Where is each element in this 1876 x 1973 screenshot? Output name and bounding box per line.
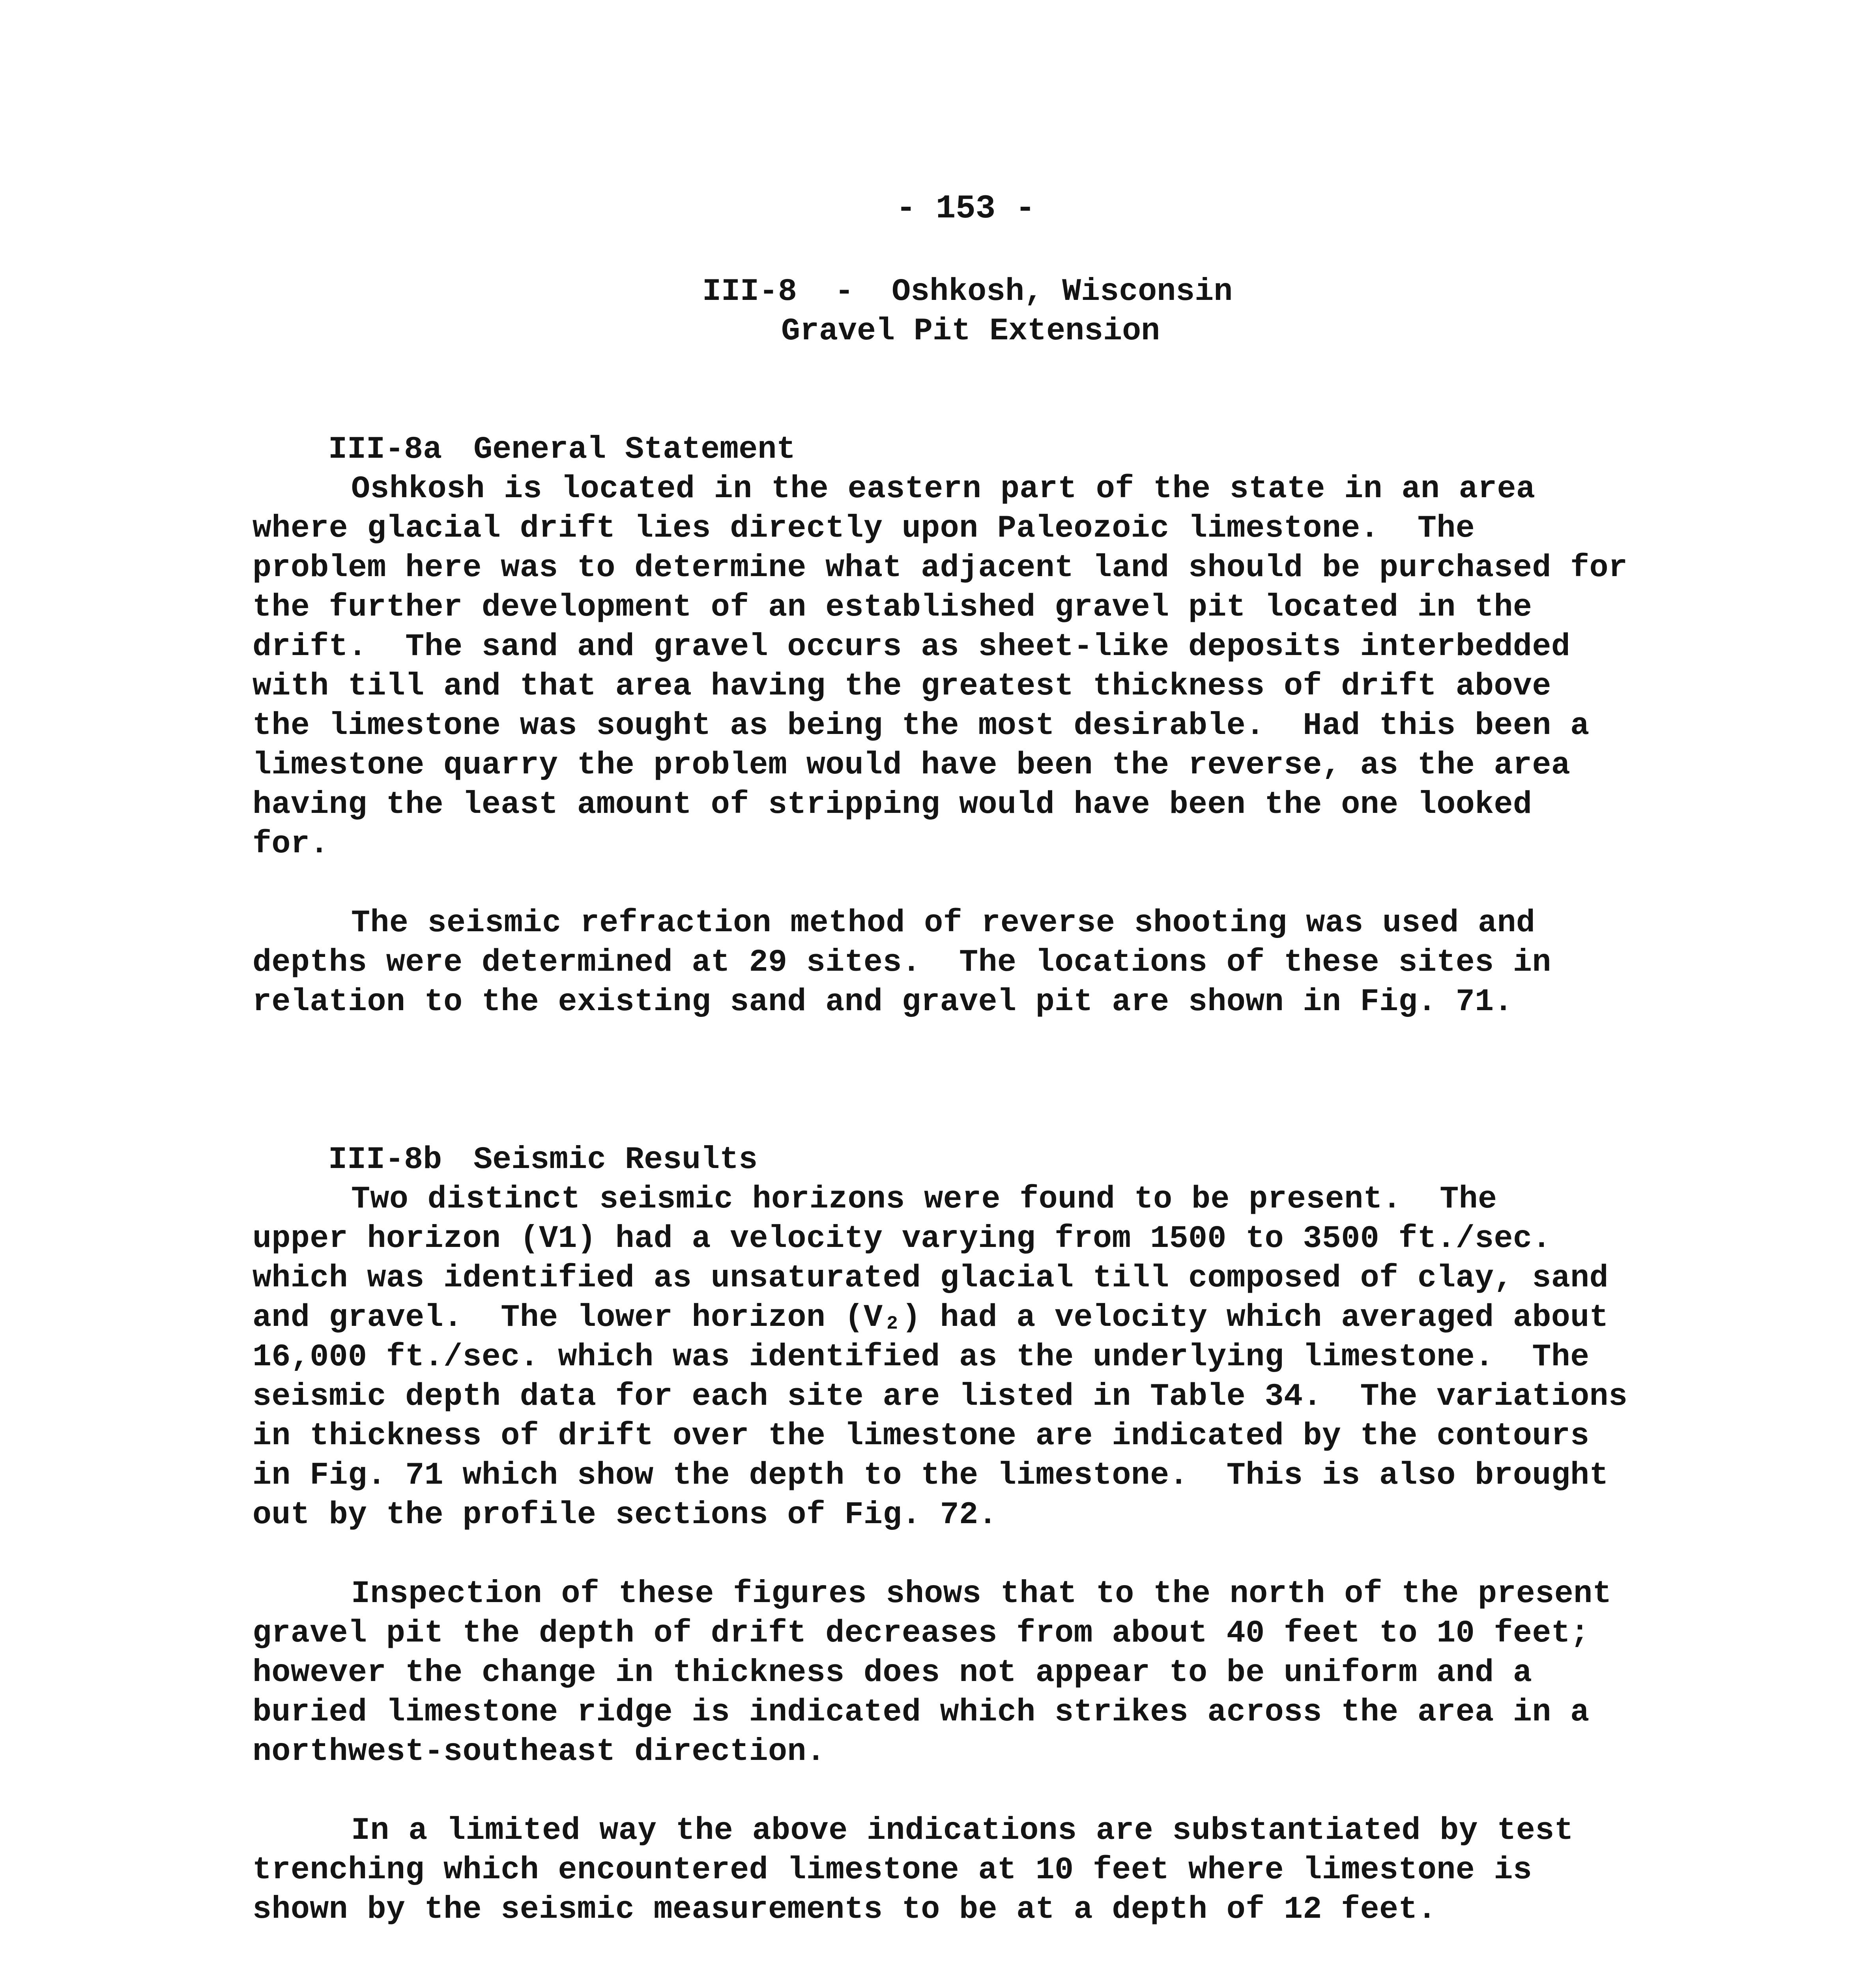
- text-line: for.: [253, 826, 329, 862]
- section-title: Seismic Results: [473, 1142, 758, 1178]
- text-line: relation to the existing sand and gravel pit are shown in Fig. 71.: [253, 984, 1513, 1020]
- text-line: buried limestone ridge is indicated which strikes across the area in a: [253, 1694, 1590, 1730]
- text-line: in thickness of drift over the limestone are indicated by the contours: [253, 1418, 1590, 1454]
- section-code: III-8b: [328, 1142, 442, 1178]
- paragraph-seismic-3: [253, 1811, 1673, 1930]
- text-line: northwest-southeast direction.: [253, 1734, 826, 1770]
- section-code: III-8a: [328, 432, 442, 468]
- text-line: seismic depth data for each site are listed in Table 34. The variations: [253, 1379, 1628, 1415]
- text-line: out by the profile sections of Fig. 72.: [253, 1497, 997, 1533]
- text-line: and gravel. The lower horizon (V₂) had a velocity which averaged about: [253, 1300, 1609, 1336]
- document-title: [702, 272, 1233, 351]
- text-line: Oshkosh is located in the eastern part of the state in an area: [351, 471, 1536, 507]
- section-title: General Statement: [473, 432, 796, 468]
- text-line: In a limited way the above indications are substantiated by test: [351, 1813, 1574, 1849]
- text-line: the limestone was sought as being the most desirable. Had this been a: [253, 708, 1590, 744]
- text-line: trenching which encountered limestone at 10 feet where limestone is: [253, 1852, 1532, 1888]
- text-line: limestone quarry the problem would have been the reverse, as the area: [253, 747, 1571, 783]
- text-line: problem here was to determine what adjacent land should be purchased for: [253, 550, 1628, 586]
- text-line: drift. The sand and gravel occurs as sheet-like deposits interbedded: [253, 629, 1571, 665]
- text-line: gravel pit the depth of drift decreases from about 40 feet to 10 feet;: [253, 1615, 1590, 1651]
- text-line: where glacial drift lies directly upon Paleozoic limestone. The: [253, 511, 1475, 547]
- text-line: with till and that area having the greatest thickness of drift above: [253, 668, 1551, 704]
- paragraph-seismic-2: [253, 1574, 1673, 1772]
- paragraph-general-1: [253, 470, 1673, 864]
- text-line: upper horizon (V1) had a velocity varying from 1500 to 3500 ft./sec.: [253, 1221, 1551, 1257]
- title-line-2: Gravel Pit Extension: [781, 313, 1160, 349]
- paragraph-general-2: [253, 904, 1673, 1022]
- page-number-text: - 153 -: [896, 190, 1035, 228]
- page-number: [0, 189, 1876, 229]
- text-line: in Fig. 71 which show the depth to the limestone. This is also brought: [253, 1458, 1609, 1494]
- text-line: which was identified as unsaturated glacial till composed of clay, sand: [253, 1260, 1609, 1296]
- paragraph-seismic-1: [253, 1180, 1673, 1535]
- text-line: 16,000 ft./sec. which was identified as the underlying limestone. The: [253, 1339, 1590, 1375]
- title-line-1: III-8 - Oshkosh, Wisconsin: [702, 274, 1233, 310]
- text-line: the further development of an established gravel pit located in the: [253, 590, 1532, 625]
- text-line: having the least amount of stripping would have been the one looked: [253, 787, 1532, 823]
- text-line: Two distinct seismic horizons were found to be present. The: [351, 1181, 1497, 1217]
- text-line: depths were determined at 29 sites. The locations of these sites in: [253, 945, 1551, 981]
- text-line: however the change in thickness does not appear to be uniform and a: [253, 1655, 1532, 1691]
- text-line: Inspection of these figures shows that to the north of the present: [351, 1576, 1612, 1612]
- text-line: The seismic refraction method of reverse shooting was used and: [351, 905, 1536, 941]
- text-line: shown by the seismic measurements to be at a depth of 12 feet.: [253, 1892, 1437, 1928]
